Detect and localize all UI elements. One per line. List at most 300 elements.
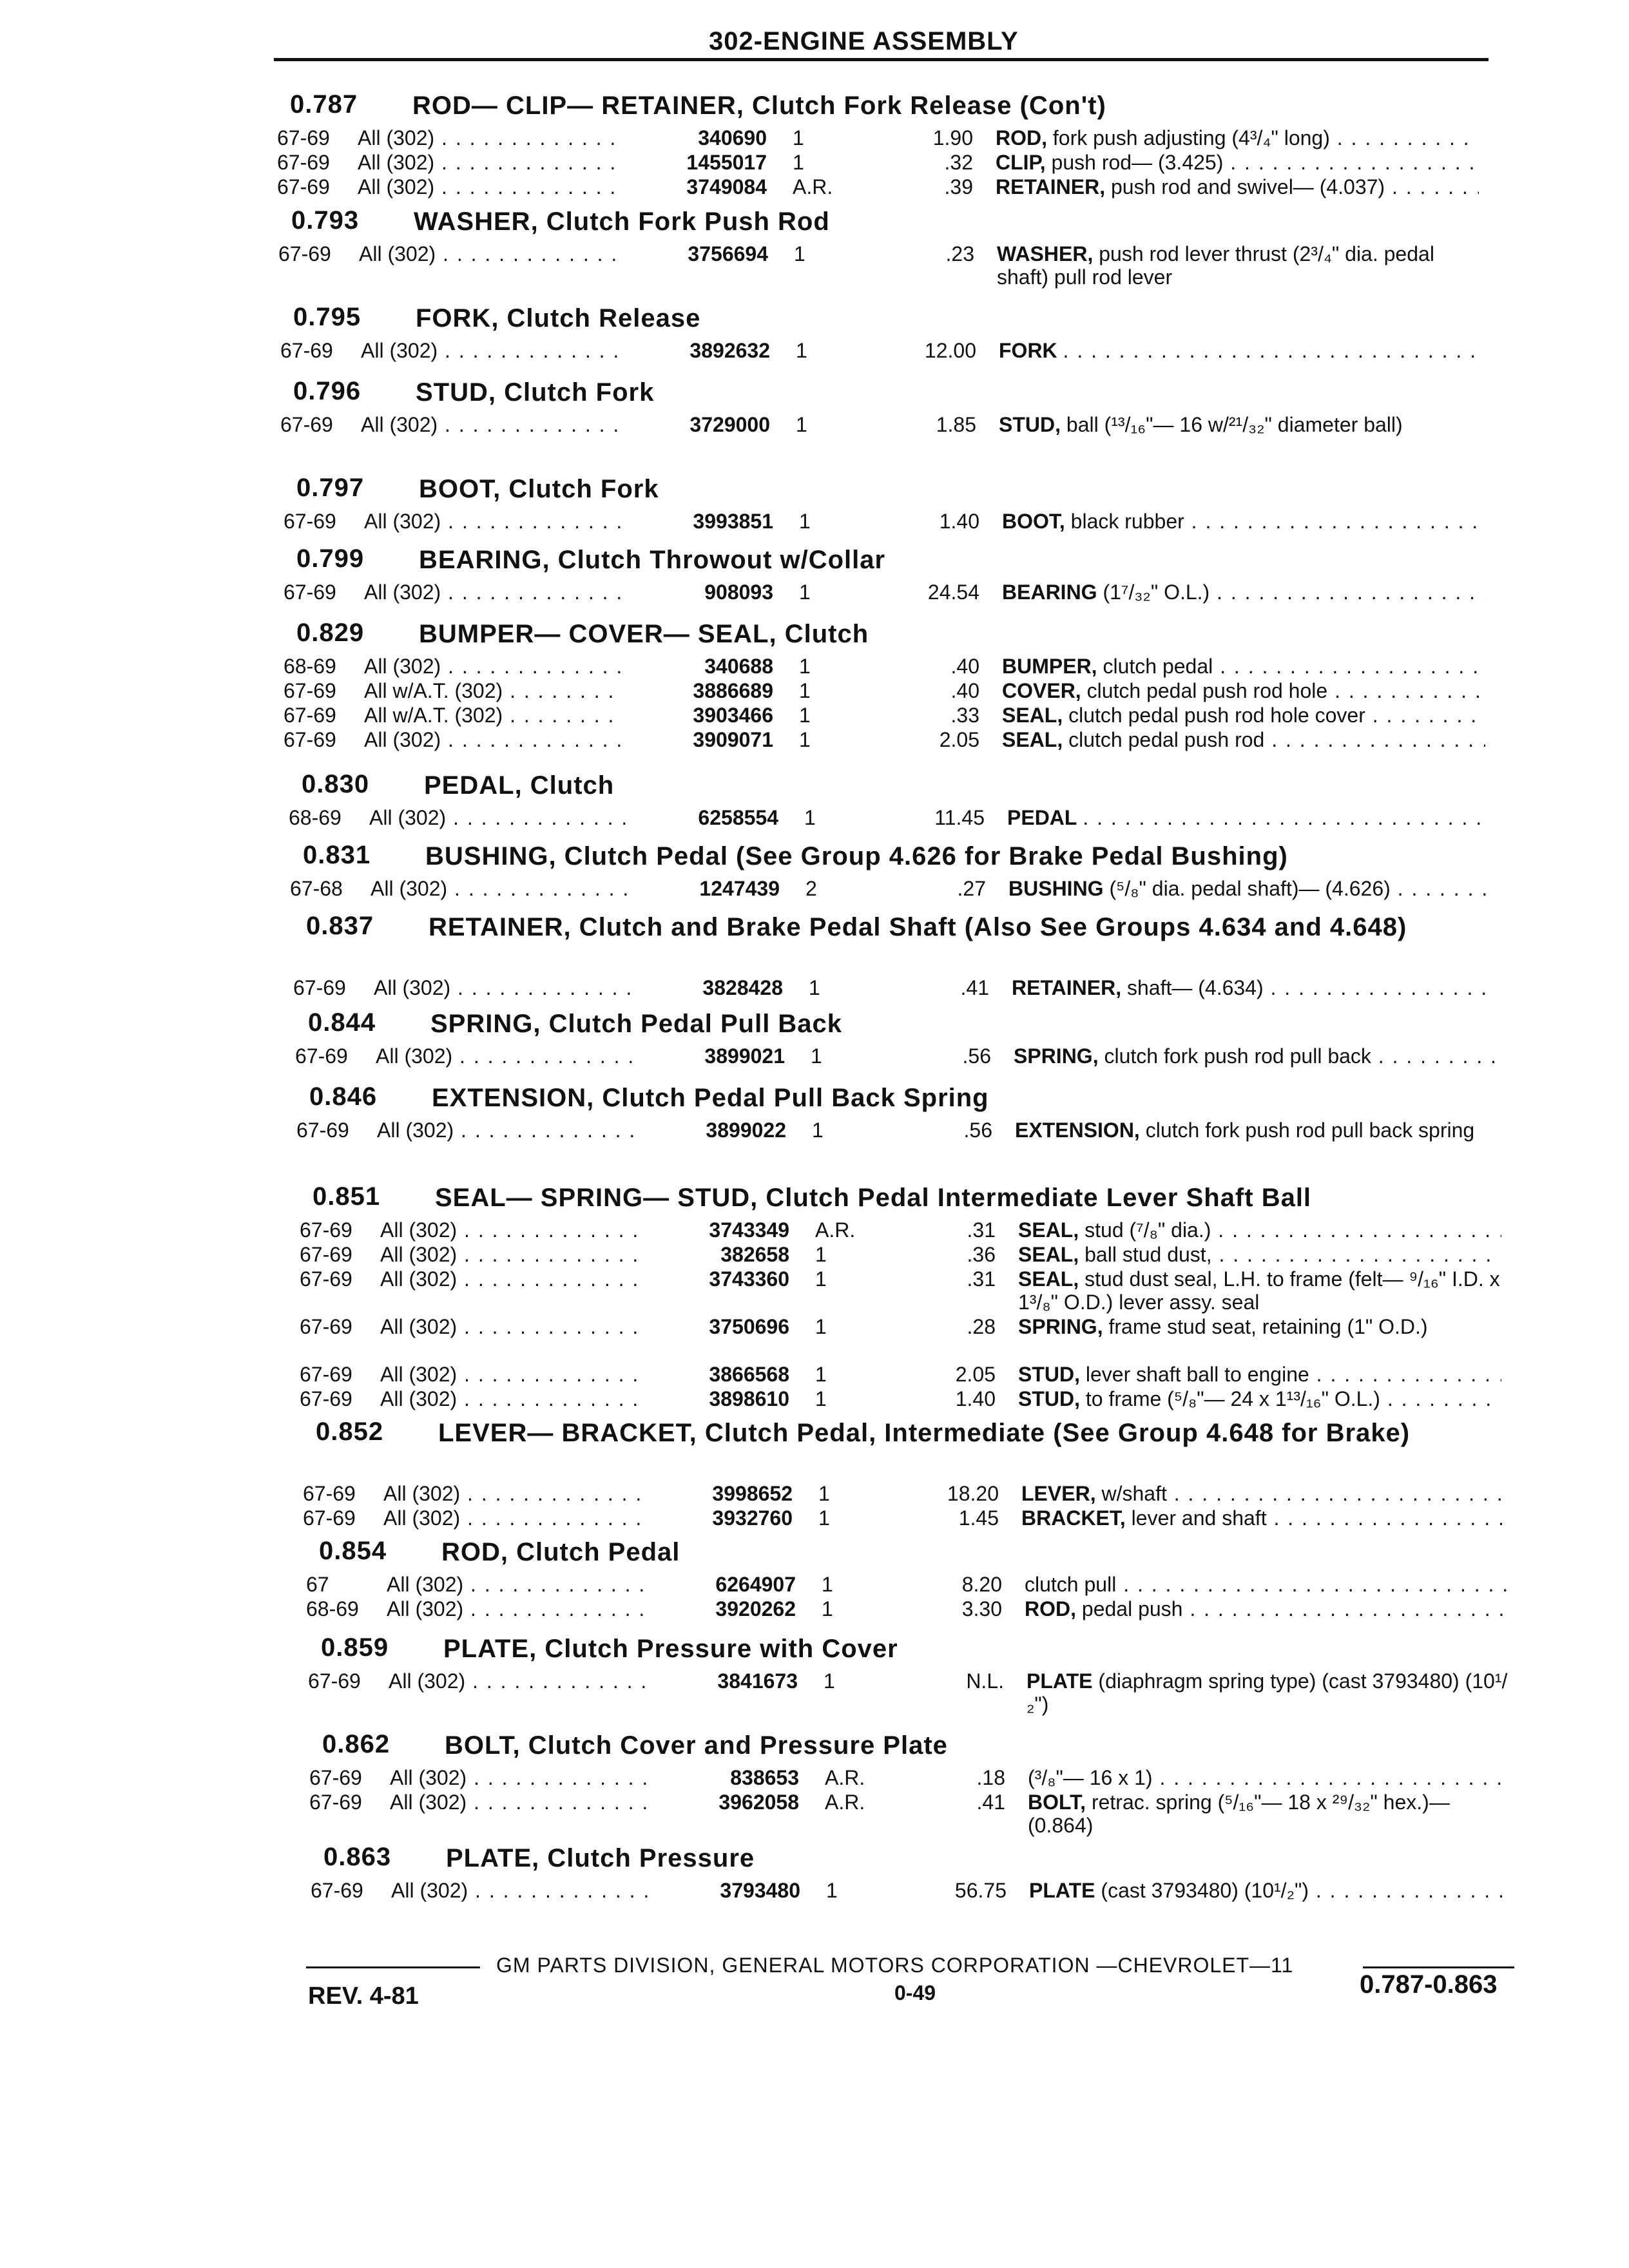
- part-number: 1247439: [699, 877, 780, 900]
- group-title: BOOT, Clutch Fork: [419, 475, 659, 503]
- application: All w/A.T. (302) . . .: [364, 704, 622, 727]
- part-number: 3899022: [706, 1119, 786, 1142]
- group-heading: [284, 474, 1629, 510]
- description-text: push rod— (3.425): [1051, 151, 1224, 174]
- group-number: 0.837: [306, 912, 374, 940]
- price: 1.45: [958, 1506, 999, 1530]
- model-year: 67-69: [300, 1243, 352, 1266]
- part-number: 3743349: [709, 1218, 789, 1242]
- group-heading: [293, 912, 1629, 976]
- price: .56: [963, 1119, 992, 1142]
- quantity: A.R.: [825, 1791, 865, 1814]
- quantity: 1: [804, 806, 816, 829]
- part-group: [284, 544, 1629, 605]
- description-keyword: PLATE: [1029, 1879, 1095, 1902]
- group-title: BUMPER— COVER— SEAL, Clutch: [419, 620, 869, 648]
- description-text: (⁵/₈" dia. pedal shaft)— (4.626): [1109, 877, 1391, 900]
- part-group: [293, 912, 1629, 1001]
- quantity: 1: [815, 1243, 827, 1266]
- description-keyword: SEAL,: [1002, 704, 1063, 727]
- part-description: [1028, 1791, 1511, 1837]
- part-description: [1018, 1243, 1501, 1267]
- price: .18: [976, 1766, 1005, 1789]
- quantity: A.R.: [793, 175, 833, 198]
- description-keyword: BRACKET,: [1021, 1506, 1126, 1530]
- application: All (302) . . .: [358, 126, 615, 150]
- model-year: 67-69: [300, 1267, 352, 1291]
- model-year: 67-69: [277, 151, 330, 174]
- application: All (302) . . .: [361, 339, 619, 363]
- price: .32: [944, 151, 973, 174]
- part-row: [311, 1879, 1629, 1903]
- part-row: [280, 339, 1629, 363]
- application: All (302) . . .: [389, 1669, 646, 1693]
- part-description: [1002, 510, 1485, 533]
- model-year: 67-69: [300, 1363, 352, 1386]
- price: .28: [967, 1315, 996, 1338]
- part-description: [1018, 1387, 1501, 1411]
- part-description: [1014, 1044, 1497, 1068]
- model-year: 67-69: [296, 1119, 349, 1142]
- application: All (302) . . .: [364, 655, 622, 678]
- description-keyword: RETAINER,: [996, 175, 1106, 198]
- model-year: 67-69: [303, 1506, 356, 1530]
- part-number: 3866568: [709, 1363, 789, 1386]
- quantity: 1: [822, 1597, 833, 1620]
- part-row: [280, 413, 1629, 461]
- part-row: [284, 655, 1629, 679]
- quantity: 1: [799, 679, 811, 702]
- model-year: 67-69: [284, 581, 336, 604]
- quantity: 1: [794, 242, 805, 265]
- part-row: [284, 679, 1629, 704]
- description-keyword: WASHER,: [997, 242, 1094, 265]
- quantity: 1: [799, 728, 811, 751]
- part-description: [1007, 806, 1490, 830]
- quantity: 1: [822, 1573, 833, 1596]
- description-keyword: BUMPER,: [1002, 655, 1097, 678]
- price: 8.20: [961, 1573, 1002, 1596]
- price: 1.90: [932, 126, 973, 149]
- description-text: frame stud seat, retaining (1" O.D.): [1108, 1315, 1428, 1338]
- group-number: 0.854: [319, 1537, 387, 1565]
- part-description: [1012, 976, 1495, 1000]
- quantity: 1: [812, 1119, 824, 1142]
- part-number: 340688: [704, 655, 773, 678]
- description-text: fork push adjusting (4³/₄" long): [1052, 126, 1330, 149]
- description-text: (1⁷/₃₂" O.L.): [1103, 581, 1210, 604]
- group-number: 0.863: [323, 1843, 392, 1871]
- description-text: ball stud dust,: [1084, 1243, 1212, 1266]
- group-number: 0.846: [309, 1082, 378, 1111]
- description-text: stud dust seal, L.H. to frame (felt— ⁹/₁₆" I.D. x 1³/₈" O.D.) lever assy. seal: [1018, 1267, 1500, 1314]
- application: All (302) . . .: [377, 1119, 635, 1142]
- application: All (302) . . .: [371, 877, 628, 901]
- description-text: clutch pedal push rod hole: [1086, 679, 1328, 702]
- part-group: [308, 1633, 1629, 1717]
- part-row: [289, 806, 1629, 831]
- part-number: 3998652: [712, 1482, 793, 1505]
- description-text: (cast 3793480) (10¹/₂"): [1101, 1879, 1309, 1902]
- price: .27: [957, 877, 986, 900]
- quantity: 1: [811, 1044, 822, 1068]
- part-row: [300, 1218, 1629, 1243]
- quantity: 1: [815, 1267, 827, 1291]
- part-description: [997, 242, 1480, 289]
- part-row: [306, 1597, 1629, 1622]
- price: .40: [950, 655, 979, 678]
- part-number: 1455017: [686, 151, 767, 174]
- application: All (302) . . .: [390, 1766, 648, 1790]
- quantity: 2: [805, 877, 817, 900]
- group-number: 0.797: [296, 474, 365, 502]
- description-keyword: STUD,: [1018, 1363, 1080, 1386]
- description-keyword: ROD,: [996, 126, 1047, 149]
- group-heading: [308, 1633, 1629, 1669]
- description-text: clutch pedal push rod hole cover: [1068, 704, 1365, 727]
- part-description: [1002, 655, 1485, 678]
- application: All (302) . . .: [380, 1267, 638, 1291]
- quantity: 1: [793, 151, 804, 174]
- group-title: ROD— CLIP— RETAINER, Clutch Fork Release (Con't): [412, 91, 1106, 120]
- description-keyword: SEAL,: [1018, 1218, 1079, 1242]
- part-description: [1002, 581, 1485, 604]
- group-heading: [295, 1008, 1629, 1044]
- description-keyword: CLIP,: [996, 151, 1046, 174]
- part-description: [999, 413, 1482, 436]
- part-number: 382658: [720, 1243, 789, 1266]
- price: 24.54: [927, 581, 979, 604]
- part-row: [300, 1387, 1629, 1412]
- application: All (302) . . .: [387, 1597, 644, 1621]
- part-description: [1018, 1363, 1501, 1387]
- part-row: [300, 1243, 1629, 1267]
- group-number: 0.844: [308, 1008, 376, 1037]
- part-row: [284, 728, 1629, 753]
- model-year: 68-69: [306, 1597, 359, 1620]
- group-title: BUSHING, Clutch Pedal (See Group 4.626 for Brake Pedal Bushing): [425, 842, 1288, 870]
- group-title: LEVER— BRACKET, Clutch Pedal, Intermediate (See Group 4.648 for Brake): [438, 1419, 1411, 1447]
- part-number: 3920262: [715, 1597, 796, 1620]
- part-description: [996, 151, 1479, 175]
- group-title: ROD, Clutch Pedal: [441, 1538, 680, 1566]
- group-number: 0.799: [296, 544, 365, 573]
- part-group: [306, 1537, 1629, 1622]
- part-number: 6264907: [715, 1573, 796, 1596]
- part-number: 3898610: [709, 1387, 789, 1410]
- group-title: PLATE, Clutch Pressure: [446, 1844, 755, 1872]
- part-description: [996, 126, 1479, 150]
- group-heading: [311, 1843, 1629, 1879]
- group-number: 0.862: [322, 1730, 390, 1758]
- group-number: 0.830: [302, 770, 370, 798]
- part-group: [296, 1082, 1629, 1166]
- part-number: 3750696: [709, 1315, 789, 1338]
- header-rule: [274, 58, 1489, 61]
- group-heading: [278, 206, 1629, 242]
- description-text: push rod lever thrust (2³/₄" dia. pedal shaft) pull rod lever: [997, 242, 1434, 289]
- part-row: [293, 976, 1629, 1001]
- application: All (302) . . .: [358, 175, 615, 199]
- quantity: 1: [815, 1315, 827, 1338]
- model-year: 67-68: [290, 877, 343, 900]
- part-group: [280, 303, 1629, 363]
- group-title: BEARING, Clutch Throwout w/Collar: [419, 546, 886, 574]
- part-group: [277, 90, 1629, 200]
- part-description: [996, 175, 1479, 199]
- part-row: [277, 175, 1629, 200]
- price: 1.40: [955, 1387, 996, 1410]
- model-year: 67-69: [284, 728, 336, 751]
- group-heading: [280, 377, 1629, 413]
- application: All (302) . . .: [359, 242, 617, 266]
- description-text: pedal push: [1081, 1597, 1183, 1620]
- part-group: [300, 1182, 1629, 1412]
- part-description: [1029, 1879, 1512, 1903]
- group-number: 0.859: [321, 1633, 389, 1662]
- description-text: shaft— (4.634): [1126, 976, 1264, 999]
- group-title: PLATE, Clutch Pressure with Cover: [443, 1635, 898, 1663]
- model-year: 67: [306, 1573, 329, 1596]
- application: All (302) . . .: [358, 151, 615, 175]
- description-text: clutch fork push rod pull back spring: [1145, 1119, 1475, 1142]
- price: .23: [945, 242, 974, 265]
- group-title: RETAINER, Clutch and Brake Pedal Shaft (Also See Groups 4.634 and 4.648): [429, 913, 1407, 941]
- model-year: 67-69: [284, 510, 336, 533]
- quantity: 1: [796, 413, 807, 436]
- part-number: 3841673: [717, 1669, 798, 1693]
- description-text: black rubber: [1070, 510, 1184, 533]
- part-number: 3899021: [704, 1044, 785, 1068]
- model-year: 67-69: [295, 1044, 348, 1068]
- group-title: BOLT, Clutch Cover and Pressure Plate: [445, 1731, 948, 1760]
- part-row: [308, 1669, 1629, 1717]
- description-keyword: ROD,: [1025, 1597, 1076, 1620]
- part-description: [999, 339, 1482, 363]
- description-text: clutch pedal: [1103, 655, 1213, 678]
- application: All (302) . . .: [390, 1791, 648, 1814]
- footer-rule-left: [306, 1966, 480, 1968]
- description-text: push rod and swivel— (4.037): [1110, 175, 1385, 198]
- part-description: [1025, 1597, 1508, 1621]
- group-range: 0.787-0.863: [1360, 1970, 1498, 1999]
- description-keyword: BOOT,: [1002, 510, 1065, 533]
- model-year: 67-69: [308, 1669, 361, 1693]
- group-heading: [280, 303, 1629, 339]
- model-year: 67-69: [278, 242, 331, 265]
- group-number: 0.829: [296, 619, 365, 647]
- description-keyword: PLATE: [1027, 1669, 1093, 1693]
- part-group: [280, 377, 1629, 461]
- application: All (302) . . .: [380, 1218, 638, 1242]
- group-number: 0.796: [293, 377, 361, 405]
- part-row: [284, 510, 1629, 534]
- part-number: 3909071: [693, 728, 773, 751]
- description-text: to frame (⁵/₈"— 24 x 1¹³/₁₆" O.L.): [1085, 1387, 1380, 1410]
- description-text: (³/₈"— 16 x 1): [1028, 1766, 1153, 1789]
- description-keyword: BOLT,: [1028, 1791, 1086, 1814]
- part-number: 3793480: [720, 1879, 800, 1902]
- description-text: retrac. spring (⁵/₁₆"— 18 x ²⁹/₃₂" hex.)— (0.864): [1028, 1791, 1450, 1837]
- part-row: [284, 581, 1629, 605]
- quantity: 1: [799, 704, 811, 727]
- description-text: w/shaft: [1101, 1482, 1167, 1505]
- quantity: 1: [799, 510, 811, 533]
- part-number: 3892632: [689, 339, 770, 362]
- part-description: [1018, 1218, 1501, 1242]
- part-description: [1015, 1119, 1498, 1142]
- group-heading: [300, 1182, 1629, 1218]
- group-title: STUD, Clutch Fork: [416, 378, 655, 407]
- part-row: [309, 1766, 1629, 1791]
- description-keyword: SEAL,: [1018, 1243, 1079, 1266]
- model-year: 67-69: [280, 413, 333, 436]
- price: 2.05: [955, 1363, 996, 1386]
- group-title: WASHER, Clutch Fork Push Rod: [414, 207, 830, 236]
- description-text: lever shaft ball to engine: [1085, 1363, 1309, 1386]
- group-title: FORK, Clutch Release: [416, 304, 701, 332]
- model-year: 67-69: [309, 1766, 362, 1789]
- description-keyword: PEDAL: [1007, 806, 1077, 829]
- footer-publisher: GM PARTS DIVISION, GENERAL MOTORS CORPORATION —CHEVROLET—11: [496, 1954, 1294, 1977]
- model-year: 67-69: [300, 1315, 352, 1338]
- part-row: [277, 126, 1629, 151]
- part-group: [284, 619, 1629, 753]
- group-heading: [284, 544, 1629, 581]
- quantity: 1: [826, 1879, 838, 1902]
- part-row: [303, 1506, 1629, 1531]
- part-group: [295, 1008, 1629, 1069]
- group-number: 0.787: [290, 90, 358, 119]
- application: All (302) . . .: [380, 1387, 638, 1411]
- part-number: 3962058: [718, 1791, 799, 1814]
- group-number: 0.831: [303, 841, 371, 869]
- part-number: 3903466: [693, 704, 773, 727]
- part-group: [311, 1843, 1629, 1903]
- part-number: 3828428: [702, 976, 783, 999]
- description-keyword: EXTENSION,: [1015, 1119, 1140, 1142]
- price: 11.45: [934, 806, 985, 829]
- revision-label: REV. 4-81: [308, 1983, 419, 2010]
- page-header-title: 302-ENGINE ASSEMBLY: [709, 27, 1019, 55]
- description-keyword: LEVER,: [1021, 1482, 1096, 1505]
- description-text: lever and shaft: [1131, 1506, 1267, 1530]
- quantity: A.R.: [815, 1218, 856, 1242]
- group-number: 0.795: [293, 303, 361, 331]
- price: 18.20: [947, 1482, 999, 1505]
- price: 1.40: [939, 510, 979, 533]
- model-year: 67-69: [309, 1791, 362, 1814]
- description-keyword: SPRING,: [1018, 1315, 1103, 1338]
- part-description: [1002, 728, 1485, 752]
- part-group: [290, 841, 1629, 901]
- part-description: [1027, 1669, 1510, 1716]
- quantity: 1: [818, 1506, 830, 1530]
- model-year: 67-69: [293, 976, 346, 999]
- group-number: 0.852: [316, 1418, 384, 1446]
- model-year: 67-69: [311, 1879, 363, 1902]
- part-description: [1021, 1482, 1505, 1506]
- group-title: PEDAL, Clutch: [424, 771, 615, 800]
- part-number: 3886689: [693, 679, 773, 702]
- group-heading: [289, 770, 1629, 806]
- part-description: [1018, 1267, 1501, 1314]
- part-row: [300, 1315, 1629, 1363]
- part-row: [300, 1267, 1629, 1315]
- part-row: [284, 704, 1629, 728]
- price: .31: [967, 1267, 996, 1291]
- description-keyword: COVER,: [1002, 679, 1081, 702]
- application: All (302) . . .: [376, 1044, 633, 1068]
- group-title: SPRING, Clutch Pedal Pull Back: [430, 1010, 843, 1038]
- price: .41: [976, 1791, 1005, 1814]
- part-number: 3749084: [686, 175, 767, 198]
- application: All (302) . . .: [380, 1243, 638, 1267]
- part-row: [306, 1573, 1629, 1597]
- quantity: 1: [793, 126, 804, 149]
- part-description: [1002, 679, 1485, 703]
- group-heading: [296, 1082, 1629, 1119]
- price: 12.00: [924, 339, 976, 362]
- group-heading: [309, 1730, 1629, 1766]
- application: All (302) . . .: [374, 976, 631, 1000]
- application: All (302) . . .: [364, 581, 622, 604]
- part-row: [309, 1791, 1629, 1838]
- part-row: [295, 1044, 1629, 1069]
- part-row: [296, 1119, 1629, 1166]
- quantity: 1: [799, 581, 811, 604]
- price: 56.75: [954, 1879, 1007, 1902]
- application: All (302) . . .: [380, 1363, 638, 1387]
- part-row: [290, 877, 1629, 901]
- part-number: 3756694: [688, 242, 768, 265]
- price: .56: [962, 1044, 991, 1068]
- part-row: [277, 151, 1629, 175]
- quantity: 1: [815, 1363, 827, 1386]
- description-text: clutch pull: [1025, 1573, 1117, 1596]
- group-number: 0.851: [313, 1182, 381, 1211]
- price: .40: [950, 679, 979, 702]
- description-keyword: SEAL,: [1002, 728, 1063, 751]
- group-heading: [303, 1418, 1629, 1482]
- model-year: 67-69: [300, 1218, 352, 1242]
- group-title: EXTENSION, Clutch Pedal Pull Back Spring: [432, 1084, 989, 1112]
- description-keyword: BUSHING: [1008, 877, 1104, 900]
- description-keyword: FORK: [999, 339, 1057, 362]
- application: All (302) . . .: [387, 1573, 644, 1597]
- price: 1.85: [936, 413, 976, 436]
- part-number: 838653: [730, 1766, 799, 1789]
- group-number: 0.793: [291, 206, 360, 235]
- model-year: 67-69: [284, 679, 336, 702]
- price: 2.05: [939, 728, 979, 751]
- description-keyword: BEARING: [1002, 581, 1097, 604]
- part-description: [1028, 1766, 1511, 1790]
- part-group: [303, 1418, 1629, 1531]
- model-year: 68-69: [289, 806, 342, 829]
- model-year: 67-69: [280, 339, 333, 362]
- part-row: [303, 1482, 1629, 1506]
- application: All (302) . . .: [391, 1879, 649, 1903]
- model-year: 67-69: [277, 175, 330, 198]
- part-description: [1025, 1573, 1508, 1597]
- part-number: 3729000: [689, 413, 770, 436]
- application: All (302) . . .: [383, 1482, 641, 1506]
- footer-rule-right: [1363, 1966, 1514, 1968]
- page-number: 0-49: [894, 1981, 936, 2004]
- quantity: A.R.: [825, 1766, 865, 1789]
- description-keyword: SPRING,: [1014, 1044, 1099, 1068]
